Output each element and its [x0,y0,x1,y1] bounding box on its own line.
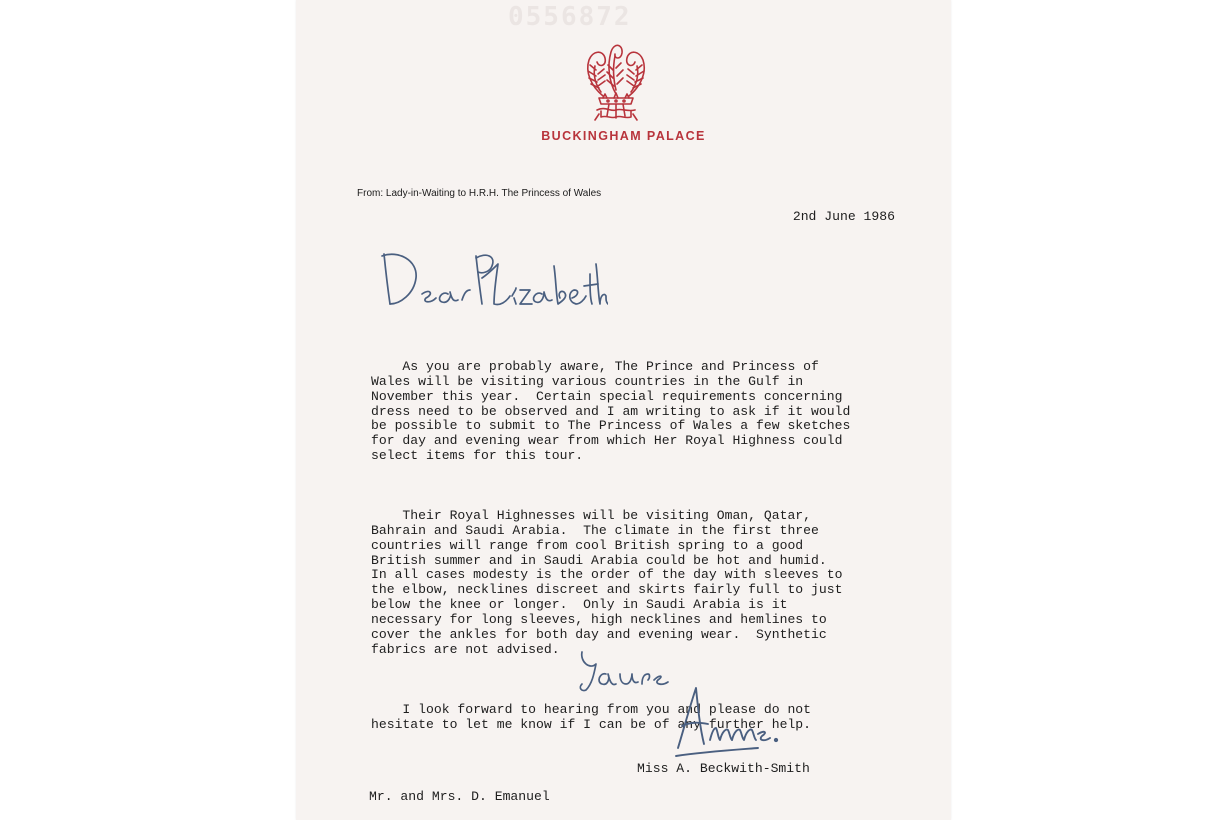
recipient-name: Mr. and Mrs. D. Emanuel [369,789,550,804]
ghost-reference-number: 0556872 [508,2,632,32]
prince-of-wales-feathers-icon [581,38,651,124]
signatory-name: Miss A. Beckwith-Smith [637,761,810,776]
letter-paragraph: As you are probably aware, The Prince and Princess of Wales will be visiting various countries in the Gulf in November this year. Certain special requirements concerning dress need to be observed and I am writing to ask if it would be possible to submit to The Princess of Wales a few sketches for day and evening wear from which Her Royal Highness could select items for this tour. [371,358,851,464]
letter-page [296,0,951,820]
handwritten-signature [672,682,782,762]
palace-name: BUCKINGHAM PALACE [541,129,706,143]
from-line: From: Lady-in-Waiting to H.R.H. The Princess of Wales [357,188,602,199]
handwritten-closing [576,644,676,696]
letter-body [371,330,931,762]
letter-date: 2nd June 1986 [792,209,895,224]
letter-paragraph: I look forward to hearing from you and please do not hesitate to let me know if I can be of any further help. [371,701,812,732]
handwritten-salutation [378,244,608,324]
letter-paragraph: Their Royal Highnesses will be visiting Oman, Qatar, Bahrain and Saudi Arabia. The climate in the first three countries will range from cool British spring to a good British summer and in Saudi Arabia could be hot and humid. In all cases modesty is the order of the day with sleeves to the elbow, necklines discreet and skirts fairly full to just below the knee or longer. Only in Saudi Arabia is it necessary for long sleeves, high necklines and hemlines to cover the ankles for both day and evening wear. Synthetic fabrics are not advised. [371,507,843,658]
